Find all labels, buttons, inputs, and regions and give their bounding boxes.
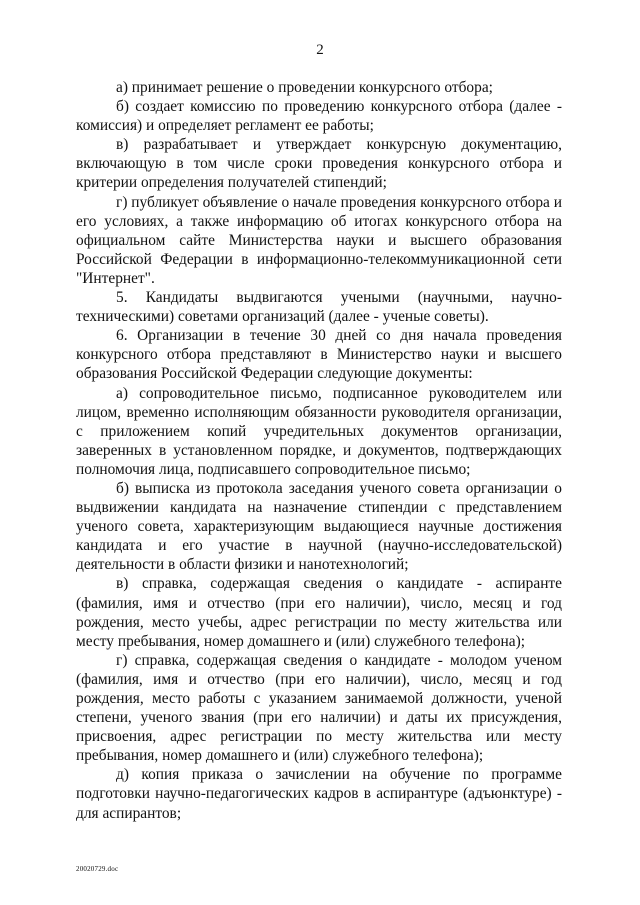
paragraph-6a: а) сопроводительное письмо, подписанное руководителем или лицом, временно исполняющим обязанности руководителя организации, с приложением копий учредительных документов организации, заверенных в установленном порядке, и документов, подтверждающих полномочия лица, подписавшего сопроводительное письмо; <box>76 384 562 478</box>
paragraph-6b: б) выписка из протокола заседания ученого совета организации о выдвижении кандидата на назначение стипендии с представлением ученого совета, характеризующим выдающиеся научные достижения кандидата и его участие в научной (научно-исследовательской) деятельности в области физики и нанотехнологий; <box>76 479 562 574</box>
document-body <box>76 78 562 823</box>
paragraph-1v: в) разрабатывает и утверждает конкурсную документацию, включающую в том числе сроки проведения конкурсного отбора и критерии определения получателей стипендий; <box>76 136 562 192</box>
paragraph-6g: г) справка, содержащая сведения о кандидате - молодом ученом (фамилия, имя и отчество (при его наличии), число, месяц и год рождения, место работы с указанием занимаемой должности, ученой степени, ученого звания (при его наличии) и даты их присуждения, присвоения, адрес регистрации по месту жительства или месту пребывания, номер домашнего и (или) служебного телефона); <box>76 651 562 765</box>
paragraph-1a: а) принимает решение о проведении конкурсного отбора; <box>116 79 493 96</box>
paragraph-1b: б) создает комиссию по проведению конкурсного отбора (далее - комиссия) и определяет регламент ее работы; <box>76 98 562 135</box>
paragraph-6v: в) справка, содержащая сведения о кандидате - аспиранте (фамилия, имя и отчество (при его наличии), число, месяц и год рождения, место учебы, адрес регистрации по месту жительства или месту пребывания, номер домашнего и (или) служебного телефона); <box>76 575 562 650</box>
paragraph-6d: д) копия приказа о зачислении на обучение по программе подготовки научно-педагогических кадров в аспирантуре (адъюнктуре) - для аспирантов; <box>76 766 562 822</box>
paragraph-5: 5. Кандидаты выдвигаются учеными (научными, научно-техническими) советами организаций (далее - ученые советы). <box>76 289 562 326</box>
file-name-footer: 20020729.doc <box>76 865 119 873</box>
page-number: 2 <box>316 42 324 58</box>
paragraph-6: 6. Организации в течение 30 дней со дня начала проведения конкурсного отбора представляют в Министерство науки и высшего образования Российской Федерации следующие документы: <box>76 327 562 383</box>
paragraph-1g: г) публикует объявление о начале проведения конкурсного отбора и его условиях, а также информацию об итогах конкурсного отбора на официальном сайте Министерства науки и высшего образования Российской Федерации в информационно-телекоммуникационной сети "Интернет". <box>76 193 562 287</box>
